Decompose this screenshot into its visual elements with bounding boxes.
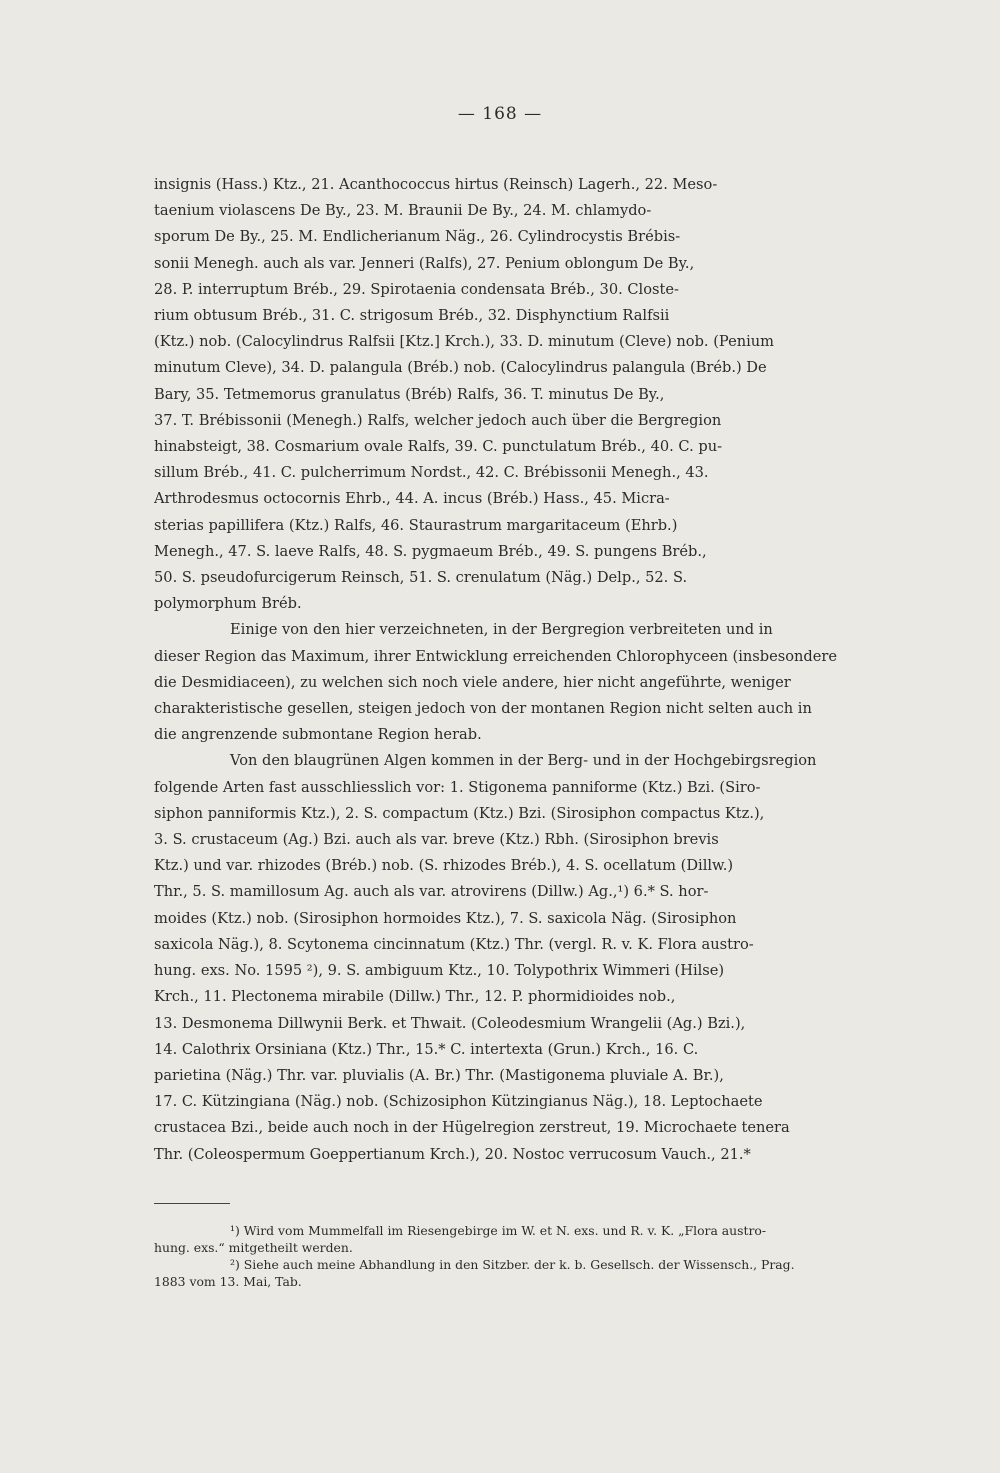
text-line: hung. exs. No. 1595 ²), 9. S. ambiguum Ktz., 10. Tolypothrix Wimmeri (Hilse): [154, 962, 725, 980]
text-line: minutum Cleve), 34. D. palangula (Bréb.) nob. (Calocylindrus palangula (Bréb.) De: [154, 359, 767, 377]
body-text: [154, 172, 870, 1168]
text-line: siphon panniformis Ktz.), 2. S. compactum (Ktz.) Bzi. (Sirosiphon compactus Ktz.),: [154, 804, 765, 822]
text-line: moides (Ktz.) nob. (Sirosiphon hormoides Ktz.), 7. S. saxicola Näg. (Sirosiphon: [154, 909, 737, 927]
text-line: parietina (Näg.) Thr. var. pluvialis (A. Br.) Thr. (Mastigonema pluviale A. Br.),: [154, 1066, 724, 1084]
text-line: sonii Menegh. auch als var. Jenneri (Ralfs), 27. Penium oblongum De By.,: [154, 254, 695, 272]
text-line: 17. C. Kützingiana (Näg.) nob. (Schizosiphon Kützingianus Näg.), 18. Leptochaete: [154, 1093, 763, 1111]
text-line: Thr., 5. S. mamillosum Ag. auch als var. atrovirens (Dillw.) Ag.,¹) 6.* S. hor-: [154, 883, 709, 901]
footnote-line: 1883 vom 13. Mai, Tab.: [154, 1274, 302, 1289]
text-line: die angrenzende submontane Region herab.: [154, 726, 482, 744]
text-line: die Desmidiaceen), zu welchen sich noch viele andere, hier nicht angeführte, weniger: [154, 673, 791, 691]
text-line: Thr. (Coleospermum Goeppertianum Krch.), 20. Nostoc verrucosum Vauch., 21.*: [154, 1145, 751, 1163]
text-line: dieser Region das Maximum, ihrer Entwicklung erreichenden Chlorophyceen (insbesondere: [154, 647, 838, 665]
text-line: Menegh., 47. S. laeve Ralfs, 48. S. pygmaeum Bréb., 49. S. pungens Bréb.,: [154, 542, 707, 560]
footnote-line: hung. exs.“ mitgetheilt werden.: [154, 1240, 353, 1255]
text-line: (Ktz.) nob. (Calocylindrus Ralfsii [Ktz.] Krch.), 33. D. minutum (Cleve) nob. (Penium: [154, 333, 775, 351]
text-line: hinabsteigt, 38. Cosmarium ovale Ralfs, 39. C. punctulatum Bréb., 40. C. pu-: [154, 438, 723, 456]
text-line: 13. Desmonema Dillwynii Berk. et Thwait. (Coleodesmium Wrangelii (Ag.) Bzi.),: [154, 1014, 746, 1032]
text-line: 37. T. Brébissonii (Menegh.) Ralfs, welcher jedoch auch über die Bergregion: [154, 411, 722, 429]
text-line: Arthrodesmus octocornis Ehrb., 44. A. incus (Bréb.) Hass., 45. Micra-: [154, 490, 670, 508]
footnote-line: ²) Siehe auch meine Abhandlung in den Sitzber. der k. b. Gesellsch. der Wissensch., Prag.: [230, 1257, 795, 1272]
text-line: Ktz.) und var. rhizodes (Bréb.) nob. (S. rhizodes Bréb.), 4. S. ocellatum (Dillw.): [154, 857, 734, 875]
text-line: sporum De By., 25. M. Endlicherianum Näg., 26. Cylindrocystis Brébis-: [154, 228, 681, 246]
text-line: Bary, 35. Tetmemorus granulatus (Bréb) Ralfs, 36. T. minutus De By.,: [154, 385, 665, 403]
text-line: 3. S. crustaceum (Ag.) Bzi. auch als var. breve (Ktz.) Rbh. (Sirosiphon brevis: [154, 831, 719, 849]
text-line: 50. S. pseudofurcigerum Reinsch, 51. S. crenulatum (Näg.) Delp., 52. S.: [154, 569, 688, 587]
text-line: folgende Arten fast ausschliesslich vor: 1. Stigonema panniforme (Ktz.) Bzi. (Siro-: [154, 778, 761, 796]
text-line: taenium violascens De By., 23. M. Braunii De By., 24. M. chlamydo-: [154, 202, 652, 220]
text-line: 14. Calothrix Orsiniana (Ktz.) Thr., 15.* C. intertexta (Grun.) Krch., 16. C.: [154, 1040, 699, 1058]
page-number: — 168 —: [457, 104, 543, 124]
footnote-rule: [154, 1203, 230, 1204]
text-line: crustacea Bzi., beide auch noch in der Hügelregion zerstreut, 19. Microchaete tenera: [154, 1119, 790, 1137]
text-line: saxicola Näg.), 8. Scytonema cincinnatum (Ktz.) Thr. (vergl. R. v. K. Flora austro-: [154, 935, 754, 953]
text-line: polymorphum Bréb.: [154, 595, 302, 613]
text-line: insignis (Hass.) Ktz., 21. Acanthococcus hirtus (Reinsch) Lagerh., 22. Meso-: [154, 176, 718, 193]
text-line: charakteristische gesellen, steigen jedoch von der montanen Region nicht selten auch in: [154, 700, 812, 718]
text-line: Krch., 11. Plectonema mirabile (Dillw.) Thr., 12. P. phormidioides nob.,: [154, 988, 676, 1006]
text-line: rium obtusum Bréb., 31. C. strigosum Bréb., 32. Disphynctium Ralfsii: [154, 307, 670, 325]
footnote-line: ¹) Wird vom Mummelfall im Riesengebirge im W. et N. exs. und R. v. K. „Flora austro-: [230, 1223, 767, 1238]
footnotes: [154, 1222, 870, 1290]
text-line: sterias papillifera (Ktz.) Ralfs, 46. Staurastrum margaritaceum (Ehrb.): [154, 516, 678, 534]
text-line: Einige von den hier verzeichneten, in der Bergregion verbreiteten und in: [230, 621, 773, 639]
text-line: 28. P. interruptum Bréb., 29. Spirotaenia condensata Bréb., 30. Closte-: [154, 280, 679, 298]
text-line: sillum Bréb., 41. C. pulcherrimum Nordst., 42. C. Brébissonii Menegh., 43.: [154, 464, 709, 482]
text-line: Von den blaugrünen Algen kommen in der Berg- und in der Hochgebirgsregion: [230, 752, 817, 770]
